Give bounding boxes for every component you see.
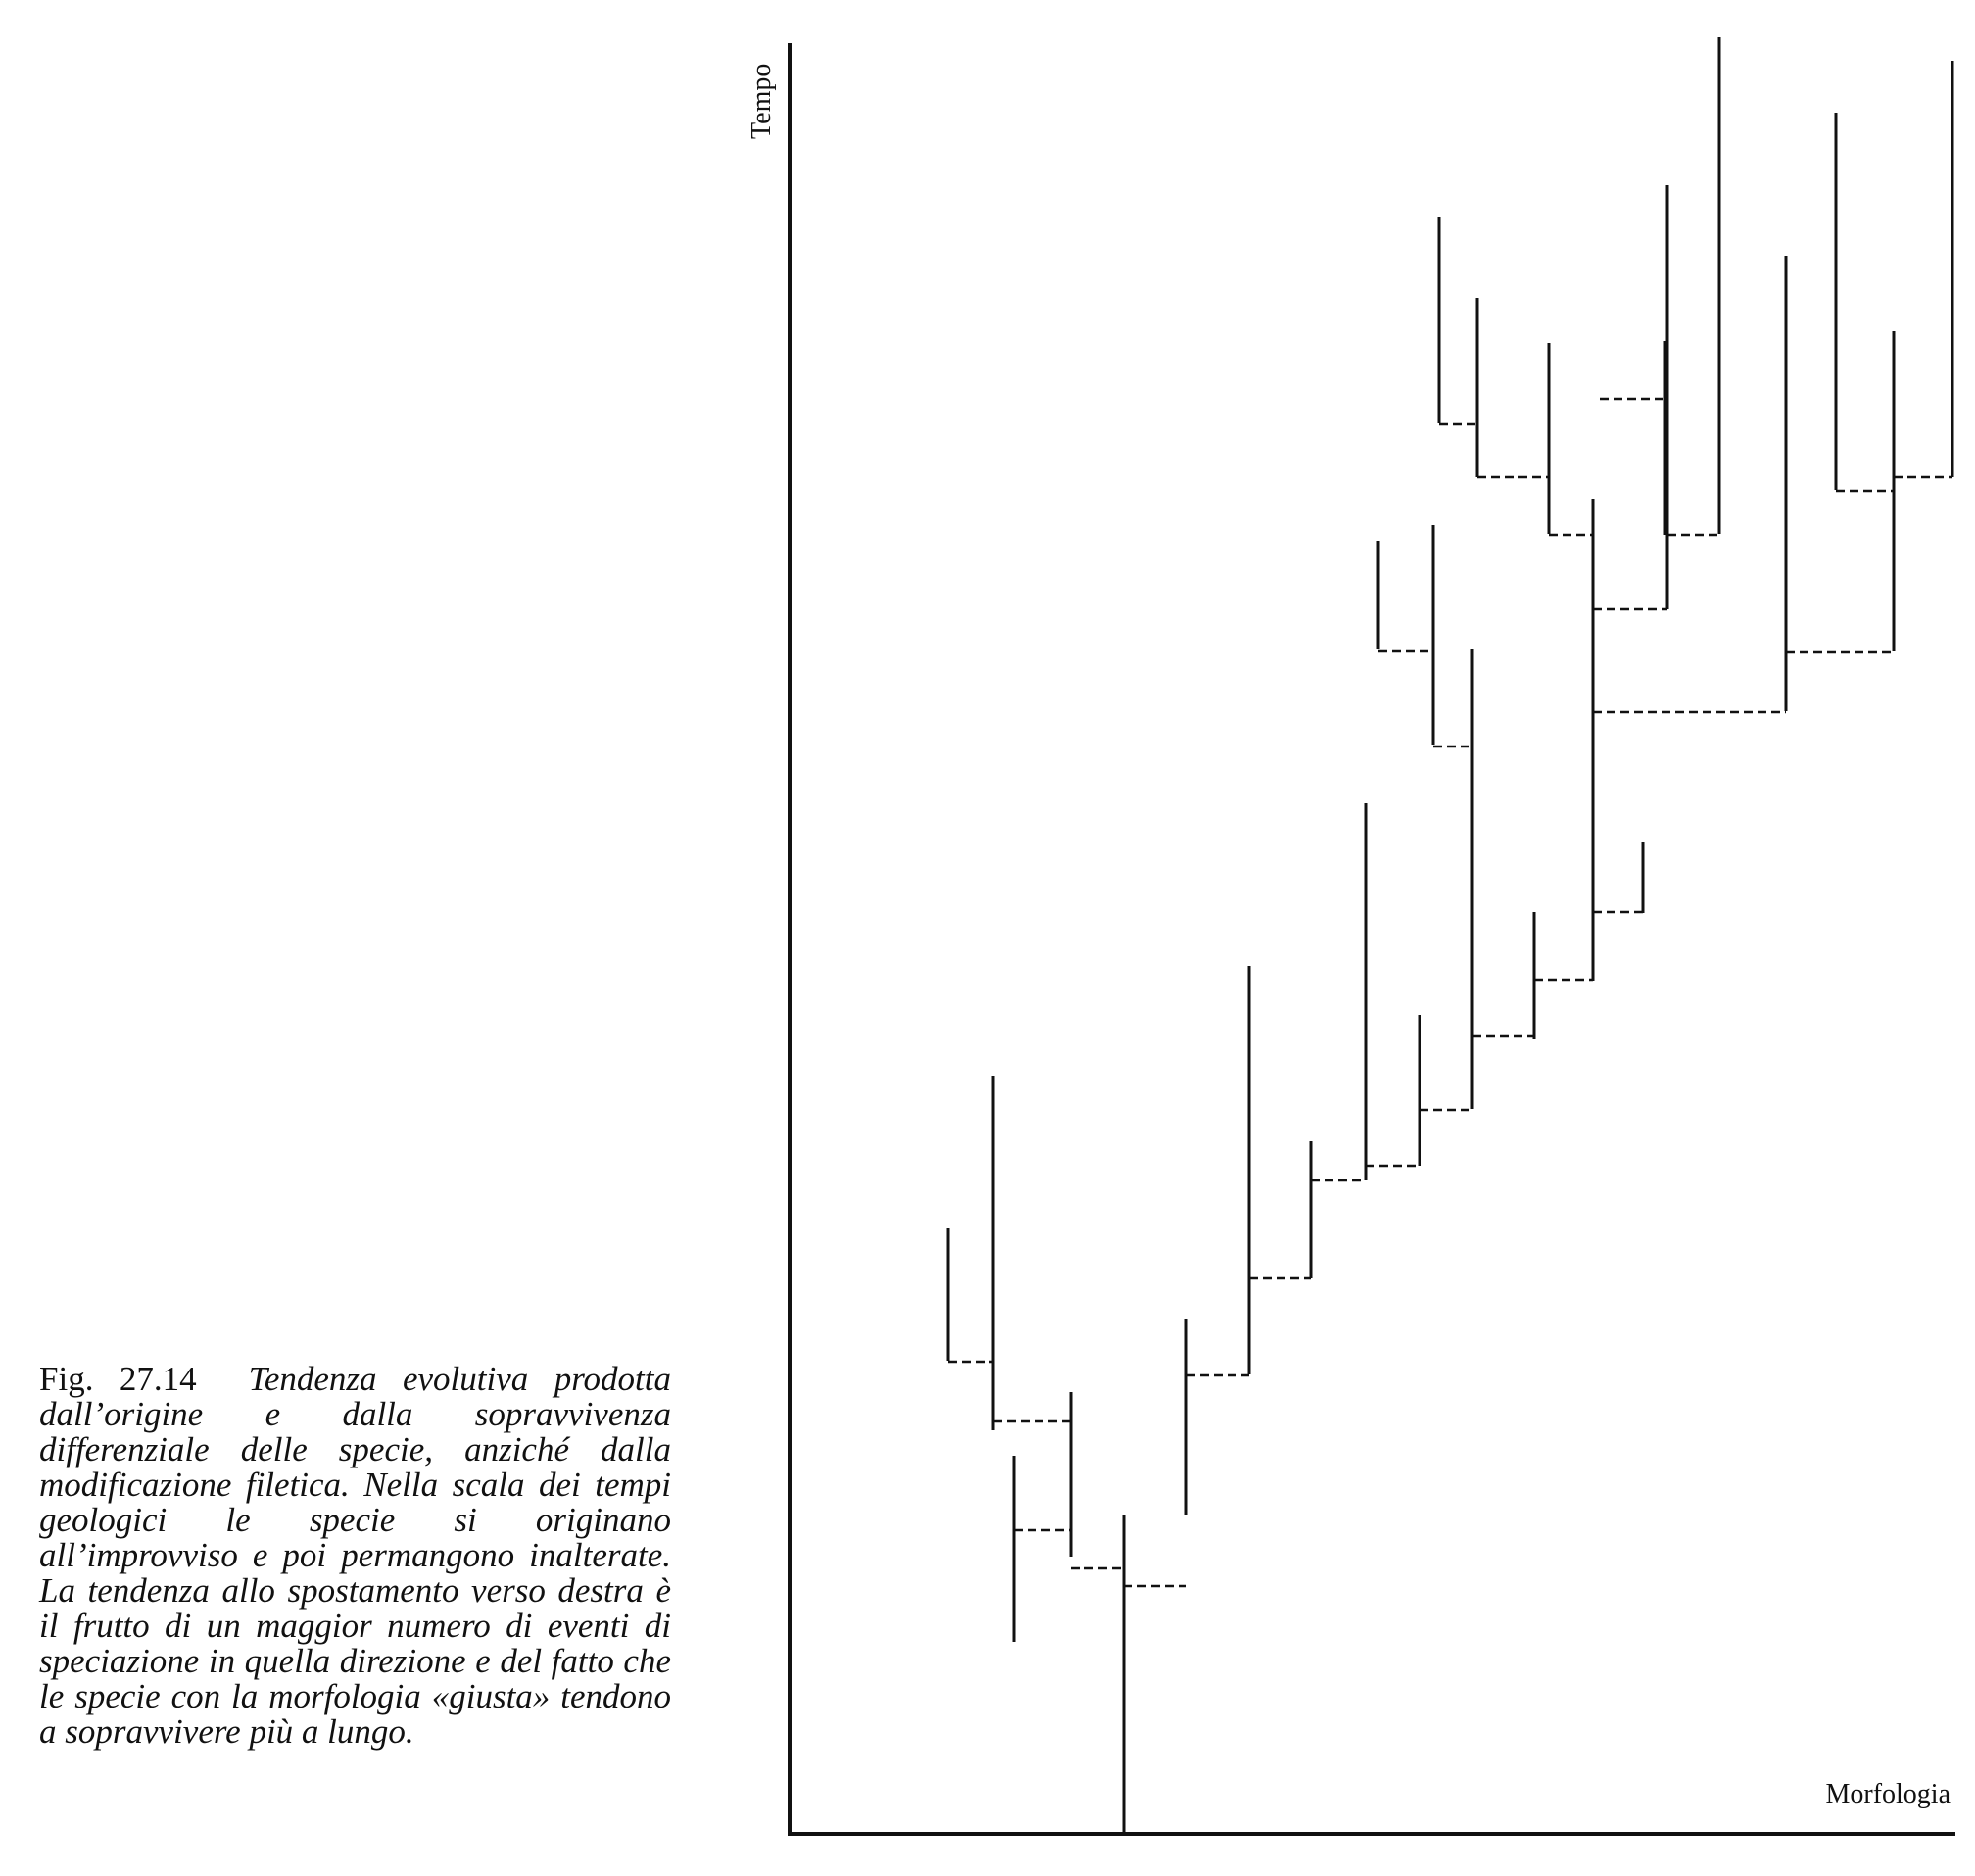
species-tree [948, 37, 1952, 1834]
y-axis-label: Tempo [747, 63, 777, 139]
x-axis-label: Morfologia [1825, 1779, 1951, 1809]
figure-caption-text: Tendenza evolutiva prodotta dall’origine e dalla sopravvivenza differenziale delle specie, anziché dalla modificazione filetica. Nella scala dei tempi geologici le specie si originano all’improvviso e poi permangono inalterate. La tendenza allo spostamento verso destra è il frutto di un maggior numero di eventi di speciazione in quella direzione e del fatto che le specie con la morfologia «giusta» tendono a sopravvivere più a lungo. [39, 1360, 671, 1751]
figure-number: Fig. 27.14 [39, 1360, 197, 1398]
